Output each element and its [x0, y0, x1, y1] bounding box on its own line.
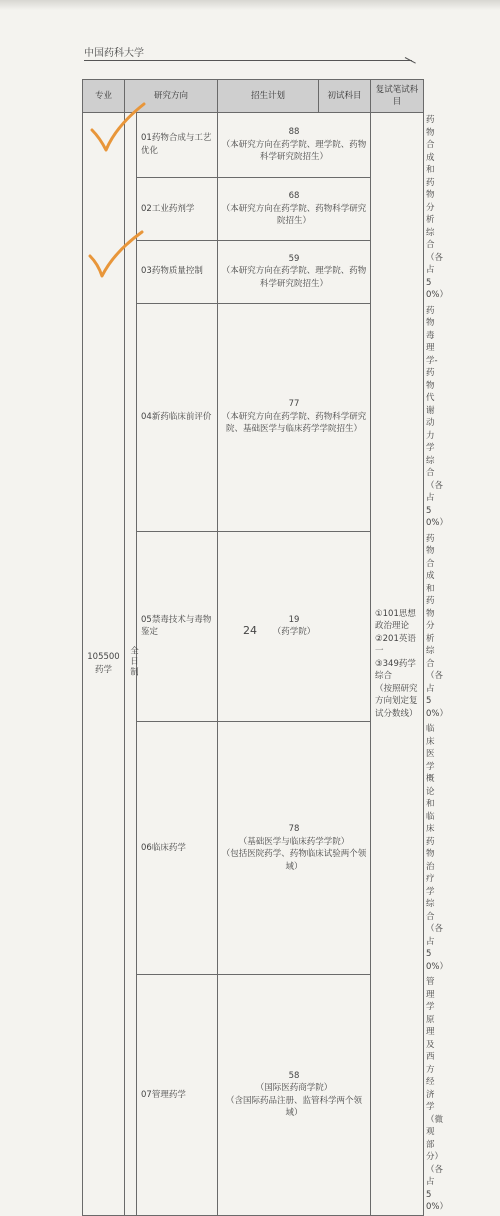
direction-name: 01药物合成与工艺优化 [137, 113, 218, 178]
university-name: 中国药科大学 [84, 48, 144, 59]
mode-cell [125, 113, 137, 1216]
plan-cell: 19 （药学院） [218, 531, 371, 722]
page-number: 24 [243, 624, 257, 637]
table-row: 05禁毒技术与毒物鉴定 19 （药学院） 药物合成和药物分析综合（各占50%） [83, 531, 424, 722]
plan-cell: 77 （本研究方向在药学院、药物科学研究院、基础医学与临床药学学院招生） [218, 303, 371, 531]
direction-name: 02工业药剂学 [137, 177, 218, 240]
col-header-exam: 初试科目 [319, 80, 371, 113]
table-row: 07管理药学 58 （国际医药商学院） （含国际药品注册、监管科学两个领域） 管理学原理及西方经济学（微观部分）（各占50%） [83, 975, 424, 1216]
study-mode: 全日制 [128, 645, 139, 678]
plan-cell: 59 （本研究方向在药学院、理学院、药物科学研究院招生） [218, 240, 371, 303]
table-row: 06临床药学 78 （基础医学与临床药学学院） （包括医院药学、药物临床试验两个领域） 临床医学概论和临床药物治疗学综合（各占50%） [83, 722, 424, 975]
col-header-major: 专业 [83, 80, 125, 113]
plan-cell: 58 （国际医药商学院） （含国际药品注册、监管科学两个领域） [218, 975, 371, 1216]
col-header-retest: 复试笔试科目 [371, 80, 424, 113]
col-header-direction: 研究方向 [125, 80, 218, 113]
table-row: 105500 药学 全日制 01药物合成与工艺优化 88 （本研究方向在药学院、理学院、药物科学研究院招生） ①101思想政治理论 ②201英语一 ③349药学综合 （按照研究方向划定复试分数线） 药物合成和药物分析综合（各占50%） [83, 113, 424, 178]
direction-name: 05禁毒技术与毒物鉴定 [137, 531, 218, 722]
photo-top-shadow [0, 0, 500, 10]
direction-name: 07管理药学 [137, 975, 218, 1216]
plan-cell: 78 （基础医学与临床药学学院） （包括医院药学、药物临床试验两个领域） [218, 722, 371, 975]
direction-name: 06临床药学 [137, 722, 218, 975]
col-header-plan: 招生计划 [218, 80, 319, 113]
table-header-row [83, 80, 424, 113]
table-row: 04新药临床前评价 77 （本研究方向在药学院、药物科学研究院、基础医学与临床药学学院招生） 药物毒理学-药物代谢动力学综合（各占50%） [83, 303, 424, 531]
major-cell: 105500 药学 [83, 113, 125, 1216]
direction-name: 03药物质量控制 [137, 240, 218, 303]
exam-subjects-cell: ①101思想政治理论 ②201英语一 ③349药学综合 （按照研究方向划定复试分数线） [371, 113, 424, 1216]
plan-cell: 88 （本研究方向在药学院、理学院、药物科学研究院招生） [218, 113, 371, 178]
admissions-table [82, 79, 449, 1216]
header-divider [84, 60, 412, 61]
plan-cell: 68 （本研究方向在药学院、药物科学研究院招生） [218, 177, 371, 240]
direction-name: 04新药临床前评价 [137, 303, 218, 531]
